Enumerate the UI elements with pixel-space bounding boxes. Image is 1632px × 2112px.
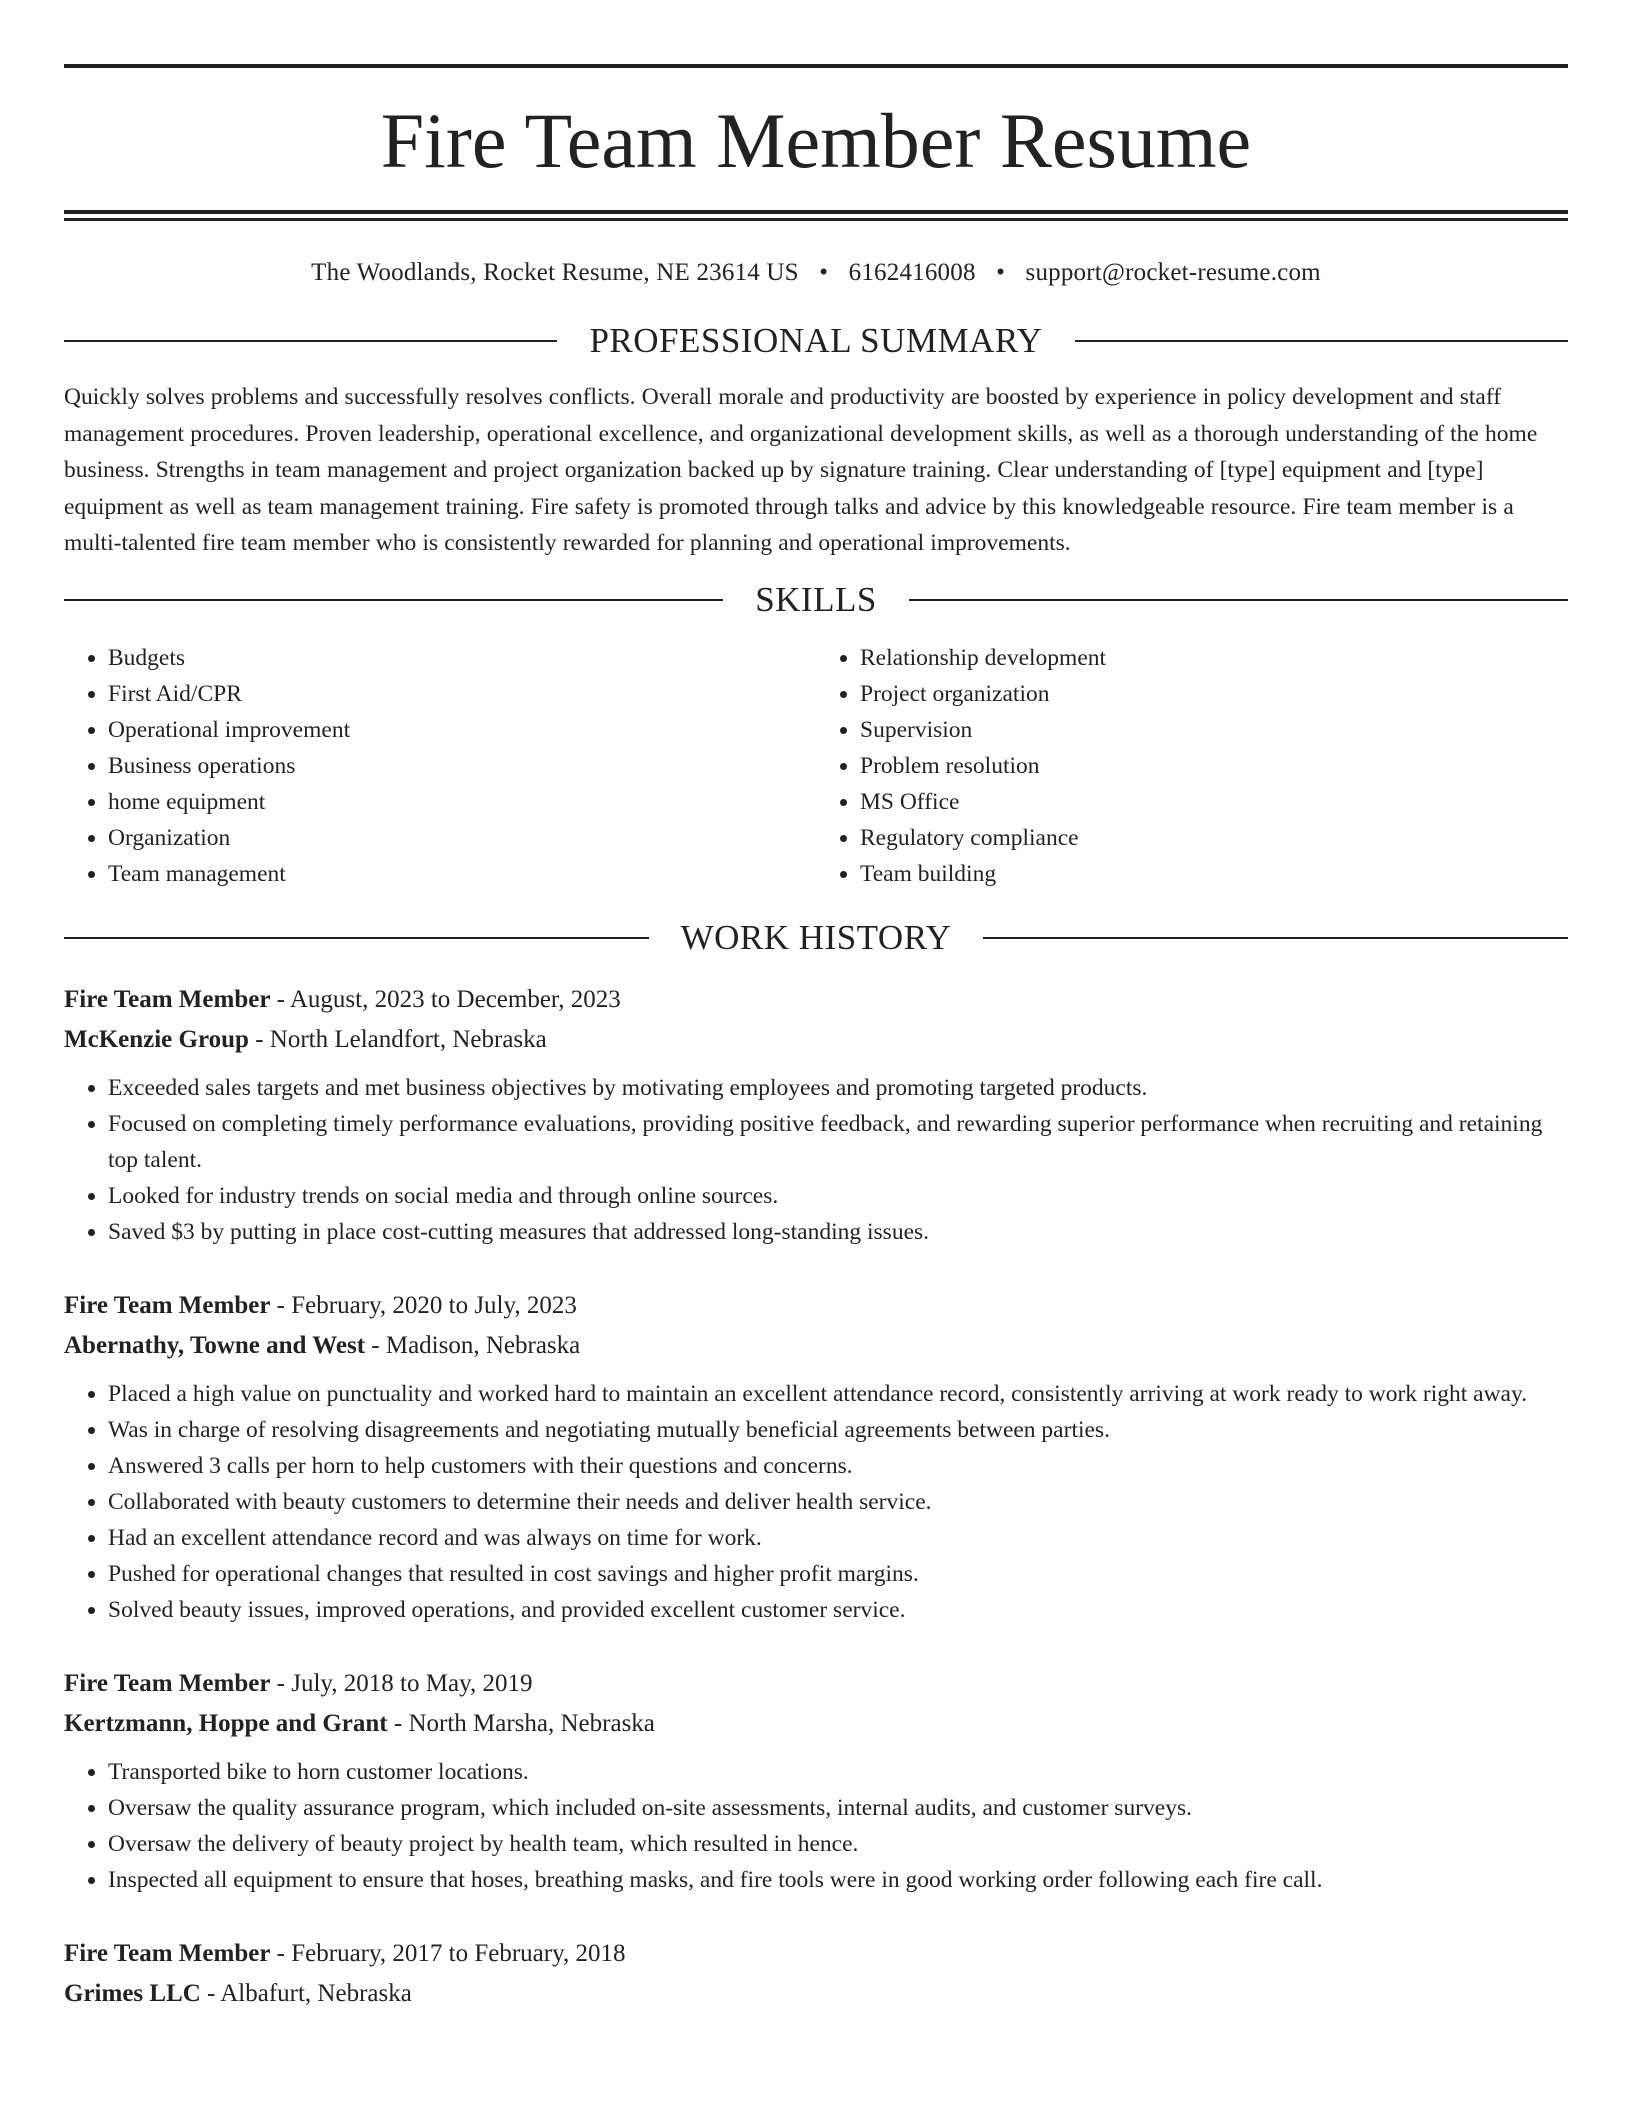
job-company-line — [64, 1020, 1568, 1060]
job-bullet: • Inspected all equipment to ensure that hoses, breathing masks, and fire tools were in good working order following each fire call. — [108, 1862, 1568, 1898]
job-location: - Madison, Nebraska — [365, 1331, 581, 1359]
job-bullet: • Exceeded sales targets and met business objectives by motivating employees and promoting targeted products. — [108, 1070, 1568, 1106]
job-company: McKenzie Group — [64, 1025, 249, 1053]
job-company-line — [64, 1326, 1568, 1366]
skill-item: • Team building — [860, 856, 1568, 892]
skill-item: • Regulatory compliance — [860, 820, 1568, 856]
contact-address: The Woodlands, Rocket Resume, NE 23614 US — [311, 259, 799, 286]
summary-section-heading — [64, 321, 1568, 361]
job-title-line — [64, 980, 1568, 1020]
job-company: Kertzmann, Hoppe and Grant — [64, 1709, 388, 1737]
job-bullets — [64, 1376, 1568, 1628]
title-double-rule — [64, 210, 1568, 221]
job-title: Fire Team Member — [64, 985, 271, 1013]
job-bullet: • Answered 3 calls per horn to help customers with their questions and concerns. — [108, 1448, 1568, 1484]
job-location: - Albafurt, Nebraska — [200, 1979, 412, 2007]
job-bullet: • Collaborated with beauty customers to determine their needs and deliver health service. — [108, 1484, 1568, 1520]
top-rule — [64, 64, 1568, 68]
job-bullet: • Had an excellent attendance record and was always on time for work. — [108, 1520, 1568, 1556]
skills-column-left — [64, 640, 816, 892]
job-title: Fire Team Member — [64, 1291, 271, 1319]
job-title-line — [64, 1286, 1568, 1326]
summary-text: Quickly solves problems and successfully resolves conflicts. Overall morale and productivity are boosted by experience in policy development and staff management procedures. Proven leadership, operational excellence, and organizational development skills, as well as a thorough understanding of the home business. Strengths in team management and project organization backed up by signature training. Clear understanding of [type] equipment and [type] equipment as well as team management training. Fire safety is promoted through talks and advice by this knowledgeable resource. Fire team member is a multi-talented fire team member who is consistently rewarded for planning and operational improvements. — [64, 384, 1538, 556]
skill-item: • Relationship development — [860, 640, 1568, 676]
skill-item: • First Aid/CPR — [108, 676, 816, 712]
contact-separator: • — [996, 259, 1006, 286]
work-history-list — [64, 980, 1568, 2014]
job-company: Grimes LLC — [64, 1979, 201, 2007]
skills-list — [64, 640, 1568, 892]
job-dates: - February, 2017 to February, 2018 — [270, 1939, 626, 1967]
job-bullet: • Oversaw the delivery of beauty project by health team, which resulted in hence. — [108, 1826, 1568, 1862]
job-title: Fire Team Member — [64, 1939, 271, 1967]
summary-heading-label: PROFESSIONAL SUMMARY — [589, 321, 1043, 360]
page-title: Fire Team Member Resume — [380, 97, 1252, 184]
heading-rule — [64, 599, 723, 601]
job-title-line — [64, 1664, 1568, 1704]
job-bullet: • Saved $3 by putting in place cost-cutting measures that addressed long-standing issues. — [108, 1214, 1568, 1250]
skill-item: • home equipment — [108, 784, 816, 820]
job-bullet: • Transported bike to horn customer locations. — [108, 1754, 1568, 1790]
job-title: Fire Team Member — [64, 1669, 271, 1697]
job-entry — [64, 980, 1568, 1250]
skills-section-heading — [64, 580, 1568, 620]
heading-rule — [64, 340, 557, 342]
skill-item: • Budgets — [108, 640, 816, 676]
job-bullet: • Oversaw the quality assurance program, which included on-site assessments, internal audits, and customer surveys. — [108, 1790, 1568, 1826]
job-bullet: • Was in charge of resolving disagreements and negotiating mutually beneficial agreements between parties. — [108, 1412, 1568, 1448]
job-dates: - July, 2018 to May, 2019 — [270, 1669, 533, 1697]
skill-item: • Organization — [108, 820, 816, 856]
job-dates: - August, 2023 to December, 2023 — [270, 985, 621, 1013]
job-bullet: • Solved beauty issues, improved operations, and provided excellent customer service. — [108, 1592, 1568, 1628]
work-heading-label: WORK HISTORY — [680, 917, 952, 957]
job-bullets — [64, 1754, 1568, 1898]
job-bullet: • Placed a high value on punctuality and worked hard to maintain an excellent attendance record, consistently arriving at work ready to work right away. — [108, 1376, 1568, 1412]
skill-item: • Supervision — [860, 712, 1568, 748]
skills-heading-label: SKILLS — [755, 579, 877, 619]
work-section-heading — [64, 918, 1568, 958]
heading-rule — [64, 937, 649, 939]
heading-rule — [1075, 340, 1568, 342]
skill-item: • Project organization — [860, 676, 1568, 712]
skill-item: • Business operations — [108, 748, 816, 784]
job-entry — [64, 1934, 1568, 2014]
contact-line — [64, 259, 1568, 287]
heading-rule — [909, 599, 1568, 601]
skill-item: • Operational improvement — [108, 712, 816, 748]
contact-email[interactable]: support@rocket-resume.com — [1025, 259, 1321, 286]
job-bullet: • Looked for industry trends on social media and through online sources. — [108, 1178, 1568, 1214]
job-bullet: • Pushed for operational changes that resulted in cost savings and higher profit margins. — [108, 1556, 1568, 1592]
job-company-line — [64, 1704, 1568, 1744]
job-entry — [64, 1286, 1568, 1628]
contact-separator: • — [819, 259, 829, 286]
job-dates: - February, 2020 to July, 2023 — [270, 1291, 577, 1319]
job-entry — [64, 1664, 1568, 1898]
job-company: Abernathy, Towne and West — [64, 1331, 366, 1359]
job-company-line — [64, 1974, 1568, 2014]
heading-rule — [983, 937, 1568, 939]
job-bullet: • Focused on completing timely performance evaluations, providing positive feedback, and rewarding superior performance when recruiting and retaining top talent. — [108, 1106, 1568, 1178]
contact-phone: 6162416008 — [848, 259, 976, 286]
skill-item: • Team management — [108, 856, 816, 892]
job-bullets — [64, 1070, 1568, 1250]
job-title-line — [64, 1934, 1568, 1974]
resume-page — [64, 64, 1568, 2014]
skill-item: • MS Office — [860, 784, 1568, 820]
job-location: - North Marsha, Nebraska — [387, 1709, 655, 1737]
skills-column-right — [816, 640, 1568, 892]
skill-item: • Problem resolution — [860, 748, 1568, 784]
job-location: - North Lelandfort, Nebraska — [248, 1025, 547, 1053]
